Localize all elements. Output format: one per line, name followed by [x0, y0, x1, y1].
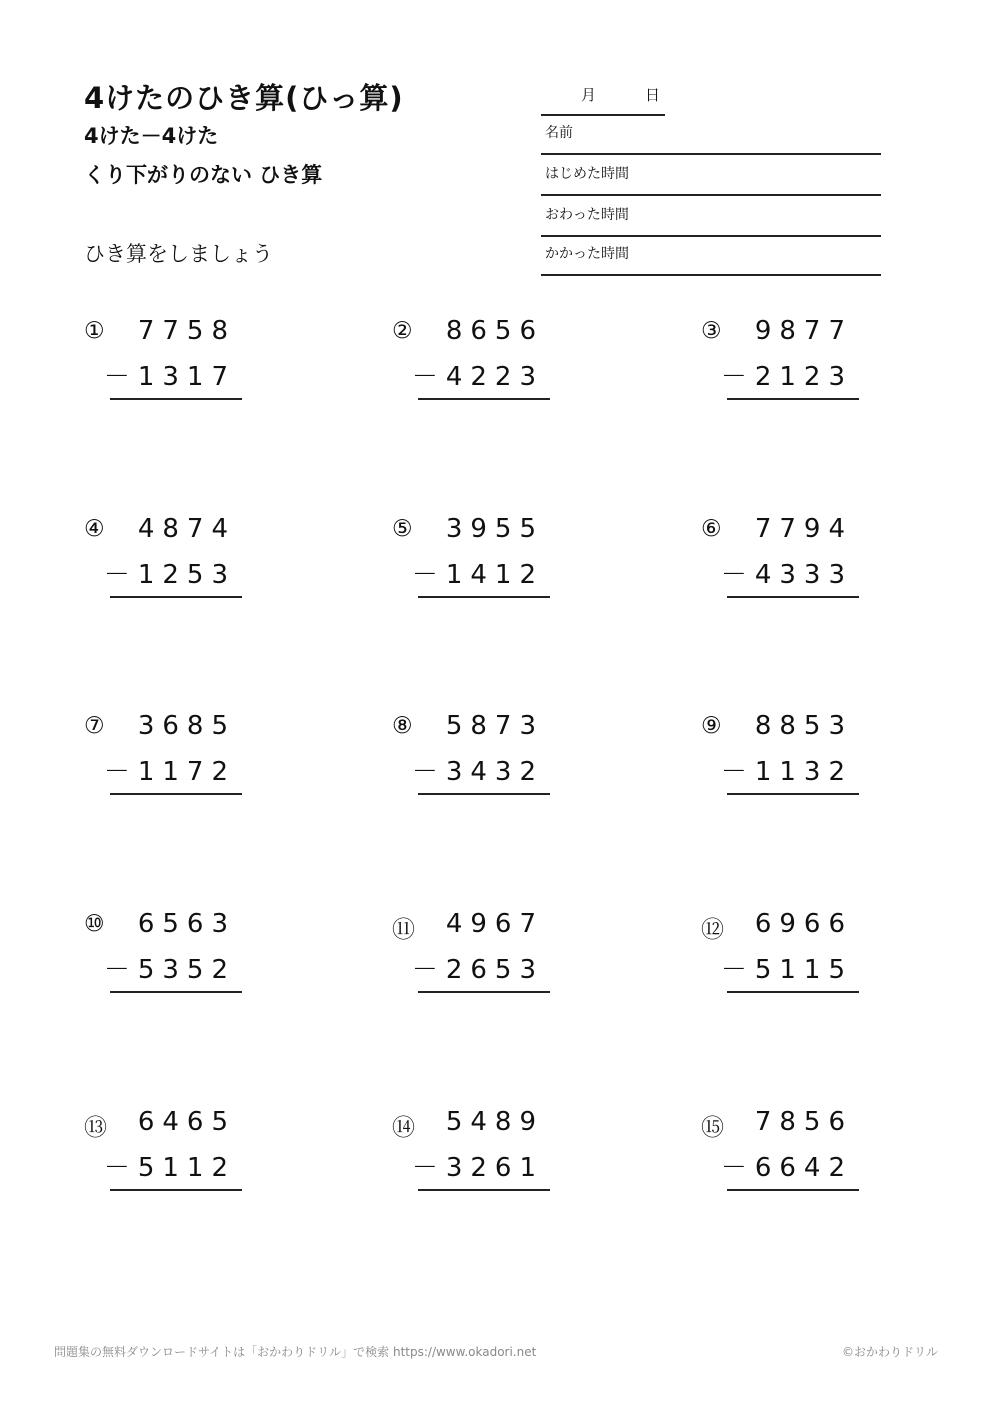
minuend: 6563: [137, 909, 236, 939]
subtrahend: －1412: [411, 560, 544, 590]
subtrahend: －1317: [103, 362, 236, 392]
problem-10: [84, 907, 244, 997]
end-time-field[interactable]: [541, 196, 881, 237]
answer-line[interactable]: [418, 596, 550, 598]
problem-13: [84, 1105, 244, 1195]
end-time-label: おわった時間: [545, 207, 629, 223]
subtrahend: －5352: [103, 955, 236, 985]
elapsed-time-field[interactable]: [541, 235, 881, 276]
name-label: 名前: [545, 125, 573, 141]
worksheet-subtitle-digits: 4けた－4けた: [84, 124, 219, 148]
footer-site-note: 問題集の無料ダウンロードサイトは「おかわりドリル」で検索 https://www.okadori.net: [54, 1345, 537, 1359]
problem-number: ①: [84, 318, 105, 344]
minuend: 5873: [445, 711, 544, 741]
minuend: 9877: [754, 316, 853, 346]
problem-14: [392, 1105, 552, 1195]
problem-number: ⑥: [701, 516, 722, 542]
problem-15: [701, 1105, 861, 1195]
minuend: 6465: [137, 1107, 236, 1137]
answer-line[interactable]: [727, 1189, 859, 1191]
subtrahend: －4223: [411, 362, 544, 392]
problem-3: [701, 314, 861, 404]
problem-number: ②: [392, 318, 413, 344]
problem-9: [701, 709, 861, 799]
answer-line[interactable]: [418, 398, 550, 400]
problem-number: ③: [701, 318, 722, 344]
minuend: 4874: [137, 514, 236, 544]
answer-line[interactable]: [418, 1189, 550, 1191]
answer-line[interactable]: [727, 596, 859, 598]
problem-number: ⑫: [701, 917, 724, 943]
minuend: 6966: [754, 909, 853, 939]
problem-1: [84, 314, 244, 404]
minuend: 3955: [445, 514, 544, 544]
problem-number: ⑨: [701, 713, 722, 739]
answer-line[interactable]: [418, 793, 550, 795]
answer-line[interactable]: [418, 991, 550, 993]
problem-number: ⑩: [84, 911, 105, 937]
day-label: 日: [645, 86, 661, 104]
answer-line[interactable]: [727, 991, 859, 993]
subtrahend: －6642: [720, 1153, 853, 1183]
start-time-field[interactable]: [541, 155, 881, 196]
problem-2: [392, 314, 552, 404]
instruction-text: ひき算をしましょう: [84, 242, 273, 266]
footer-copyright: ©おかわりドリル: [841, 1345, 938, 1359]
subtrahend: －4333: [720, 560, 853, 590]
date-field[interactable]: [541, 78, 665, 116]
name-field[interactable]: [541, 114, 881, 155]
minuend: 4967: [445, 909, 544, 939]
problem-12: [701, 907, 861, 997]
worksheet-subtitle-type: くり下がりのない ひき算: [84, 163, 323, 187]
minuend: 7856: [754, 1107, 853, 1137]
problem-6: [701, 512, 861, 602]
start-time-label: はじめた時間: [545, 166, 629, 182]
problem-number: ⑭: [392, 1115, 415, 1141]
elapsed-time-label: かかった時間: [545, 246, 629, 262]
subtrahend: －1132: [720, 757, 853, 787]
problem-4: [84, 512, 244, 602]
answer-line[interactable]: [110, 1189, 242, 1191]
subtrahend: －5115: [720, 955, 853, 985]
problem-number: ⑧: [392, 713, 413, 739]
subtrahend: －2123: [720, 362, 853, 392]
answer-line[interactable]: [110, 991, 242, 993]
minuend: 7758: [137, 316, 236, 346]
problem-number: ⑦: [84, 713, 105, 739]
problem-7: [84, 709, 244, 799]
minuend: 5489: [445, 1107, 544, 1137]
answer-line[interactable]: [110, 793, 242, 795]
problem-8: [392, 709, 552, 799]
problem-number: ⑤: [392, 516, 413, 542]
worksheet-title: 4けたのひき算(ひっ算): [84, 81, 404, 115]
subtrahend: －1253: [103, 560, 236, 590]
answer-line[interactable]: [727, 793, 859, 795]
subtrahend: －5112: [103, 1153, 236, 1183]
subtrahend: －3261: [411, 1153, 544, 1183]
problem-number: ④: [84, 516, 105, 542]
subtrahend: －2653: [411, 955, 544, 985]
problem-11: [392, 907, 552, 997]
minuend: 8656: [445, 316, 544, 346]
subtrahend: －3432: [411, 757, 544, 787]
answer-line[interactable]: [110, 596, 242, 598]
answer-line[interactable]: [727, 398, 859, 400]
minuend: 7794: [754, 514, 853, 544]
problem-number: ⑪: [392, 917, 415, 943]
minuend: 3685: [137, 711, 236, 741]
answer-line[interactable]: [110, 398, 242, 400]
problem-number: ⑮: [701, 1115, 724, 1141]
subtrahend: －1172: [103, 757, 236, 787]
month-label: 月: [581, 86, 597, 104]
problem-number: ⑬: [84, 1115, 107, 1141]
minuend: 8853: [754, 711, 853, 741]
problem-5: [392, 512, 552, 602]
